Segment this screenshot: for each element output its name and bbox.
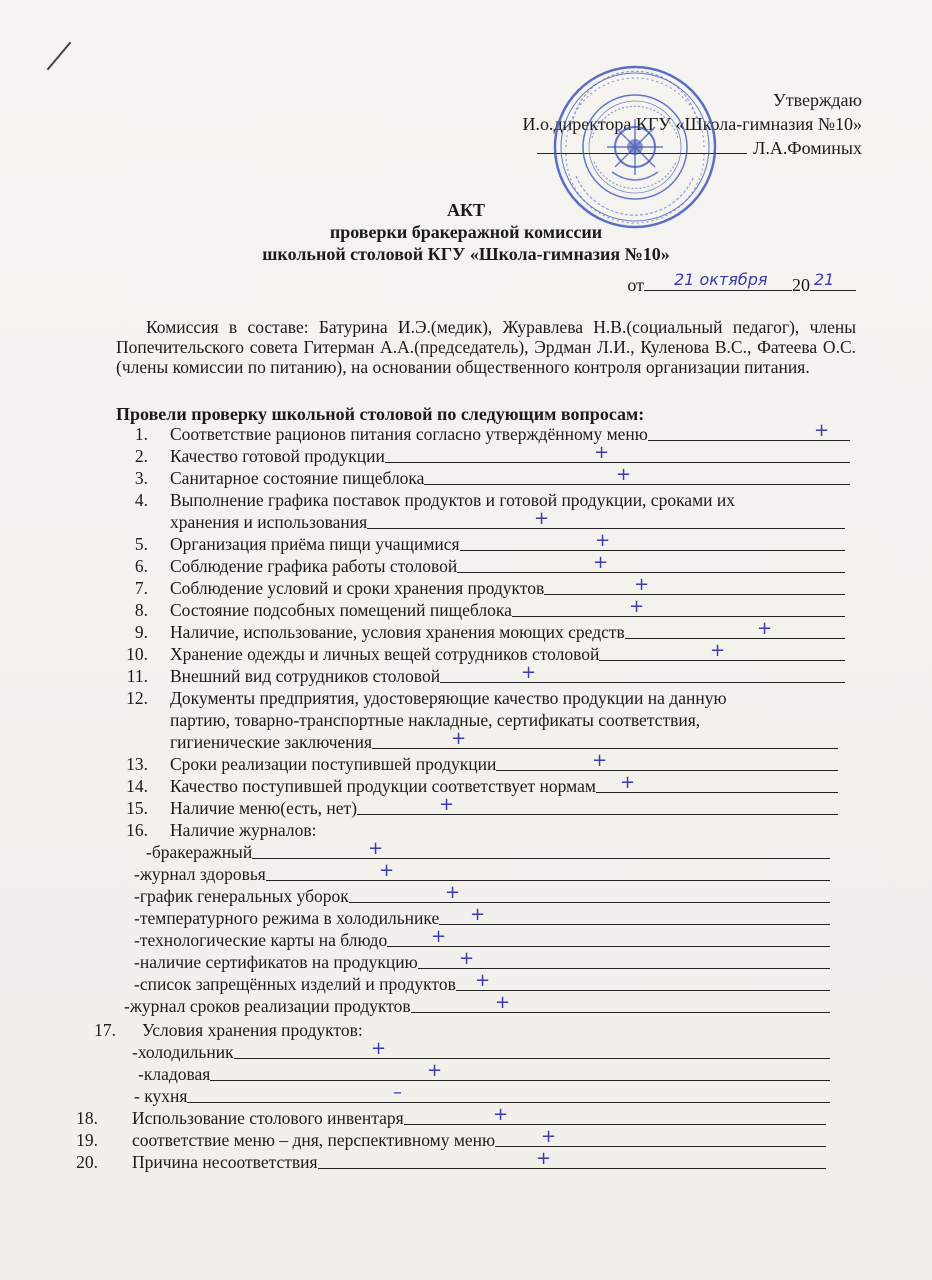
item-number: 15. bbox=[126, 798, 148, 818]
item-text: -журнал сроков реализации продуктов bbox=[124, 996, 411, 1016]
act-subtitle-2: школьной столовой КГУ «Школа-гимназия №10» bbox=[262, 244, 670, 264]
handwritten-mark: + bbox=[814, 420, 830, 441]
answer-blank bbox=[456, 970, 830, 991]
item-number: 16. bbox=[126, 820, 148, 840]
answer-blank bbox=[387, 926, 830, 947]
date-day-handwritten: 21 октября bbox=[674, 270, 768, 289]
item-number: 9. bbox=[134, 622, 148, 642]
answer-blank bbox=[457, 552, 845, 573]
item-text: -холодильник bbox=[132, 1042, 234, 1062]
answer-blank bbox=[210, 1060, 830, 1081]
item-text: Внешний вид сотрудников столовой bbox=[170, 666, 441, 686]
item-text: партию, товарно-транспортные накладные, сертификаты соответствия, bbox=[170, 710, 701, 730]
item-number: 12. bbox=[126, 688, 148, 708]
handwritten-mark: + bbox=[445, 882, 461, 903]
handwritten-mark: + bbox=[431, 926, 447, 947]
item-text: -журнал здоровья bbox=[134, 864, 266, 884]
item-number: 7. bbox=[134, 578, 148, 598]
handwritten-mark: + bbox=[451, 728, 467, 749]
handwritten-mark: + bbox=[536, 1148, 552, 1169]
handwritten-mark: + bbox=[620, 772, 636, 793]
date-day-blank bbox=[644, 272, 792, 291]
item-number: 3. bbox=[134, 468, 148, 488]
answer-blank bbox=[439, 904, 830, 925]
answer-blank bbox=[411, 992, 830, 1013]
date-year-prefix: 20 bbox=[792, 275, 810, 295]
item-text: Качество поступившей продукции соответствует нормам bbox=[170, 776, 596, 796]
item-number: 17. bbox=[94, 1020, 116, 1040]
item-number: 20. bbox=[76, 1152, 98, 1172]
item-number: 19. bbox=[76, 1130, 98, 1150]
item-number: 1. bbox=[134, 424, 148, 444]
item-text: Сроки реализации поступившей продукции bbox=[170, 754, 497, 774]
handwritten-mark: + bbox=[593, 552, 609, 573]
item-text: Состояние подсобных помещений пищеблока bbox=[170, 600, 512, 620]
date-year-handwritten: 21 bbox=[814, 270, 835, 289]
fold-mark bbox=[47, 42, 72, 71]
item-text: -график генеральных уборок bbox=[134, 886, 349, 906]
item-text: Соответствие рационов питания согласно утверждённому меню bbox=[170, 424, 648, 444]
handwritten-mark: + bbox=[757, 618, 773, 639]
item-text: Хранение одежды и личных вещей сотрудников столовой bbox=[170, 644, 600, 664]
item-number: 14. bbox=[126, 776, 148, 796]
item-text: Документы предприятия, удостоверяющие качество продукции на данную bbox=[170, 688, 727, 708]
item-text: Наличие меню(есть, нет) bbox=[170, 798, 358, 818]
item-number: 18. bbox=[76, 1108, 98, 1128]
answer-blank bbox=[404, 1104, 826, 1125]
handwritten-mark: – bbox=[393, 1082, 402, 1103]
answer-blank bbox=[318, 1148, 826, 1169]
item-text: Выполнение графика поставок продуктов и готовой продукции, сроками их bbox=[170, 490, 736, 510]
item-text: -кладовая bbox=[138, 1064, 211, 1084]
handwritten-mark: + bbox=[475, 970, 491, 991]
item-text: Соблюдение графика работы столовой bbox=[170, 556, 458, 576]
approval-line-1: Утверждаю bbox=[772, 90, 862, 110]
item-number: 5. bbox=[134, 534, 148, 554]
intro-paragraph: Комиссия в составе: Батурина И.Э.(медик), Журавлева Н.В.(социальный педагог), члены Попечительского совета Гитерман А.А.(председатель), Эрдман Л.И., Куленова В.С., Фатеева О.С. (члены комиссии по питанию), на основании общественного контроля организации питания. bbox=[116, 317, 856, 377]
item-text: -список запрещённых изделий и продуктов bbox=[134, 974, 456, 994]
handwritten-mark: + bbox=[592, 750, 608, 771]
answer-blank bbox=[596, 772, 838, 793]
handwritten-mark: + bbox=[459, 948, 475, 969]
item-text: Условия хранения продуктов: bbox=[142, 1020, 363, 1040]
handwritten-mark: + bbox=[594, 442, 610, 463]
item-text: -температурного режима в холодильнике bbox=[134, 908, 440, 928]
item-text: Соблюдение условий и сроки хранения продуктов bbox=[170, 578, 545, 598]
handwritten-mark: + bbox=[616, 464, 632, 485]
item-text: хранения и использования bbox=[170, 512, 368, 532]
handwritten-mark: + bbox=[595, 530, 611, 551]
answer-blank bbox=[367, 508, 845, 529]
answer-blank bbox=[424, 464, 850, 485]
item-number: 13. bbox=[126, 754, 148, 774]
answer-blank bbox=[385, 442, 850, 463]
item-text: Наличие журналов: bbox=[170, 820, 317, 840]
act-title: АКТ bbox=[446, 200, 486, 220]
answer-blank bbox=[234, 1038, 830, 1059]
handwritten-mark: + bbox=[493, 1104, 509, 1125]
answer-blank bbox=[460, 530, 845, 551]
item-text: -наличие сертификатов на продукцию bbox=[134, 952, 418, 972]
answer-blank bbox=[372, 728, 838, 749]
date-year-blank bbox=[810, 272, 856, 291]
item-text: -технологические карты на блюдо bbox=[134, 930, 388, 950]
date-prefix: от bbox=[627, 275, 644, 295]
handwritten-mark: + bbox=[470, 904, 486, 925]
item-text: Качество готовой продукции bbox=[170, 446, 385, 466]
answer-blank bbox=[512, 596, 845, 617]
answer-blank bbox=[544, 574, 845, 595]
item-text: Организация приёма пищи учащимися bbox=[170, 534, 460, 554]
answer-blank bbox=[418, 948, 830, 969]
handwritten-mark: + bbox=[379, 860, 395, 881]
handwritten-mark: + bbox=[427, 1060, 443, 1081]
answer-blank bbox=[625, 618, 845, 639]
checklist-heading: Провели проверку школьной столовой по следующим вопросам: bbox=[116, 404, 645, 424]
answer-blank bbox=[252, 838, 830, 859]
handwritten-mark: + bbox=[710, 640, 726, 661]
answer-blank bbox=[187, 1082, 830, 1103]
answer-blank bbox=[349, 882, 830, 903]
answer-blank bbox=[266, 860, 830, 881]
handwritten-mark: + bbox=[541, 1126, 557, 1147]
item-number: 11. bbox=[126, 666, 148, 686]
item-text: -бракеражный bbox=[146, 842, 253, 862]
item-text: Использование столового инвентаря bbox=[132, 1108, 404, 1128]
item-text: Санитарное состояние пищеблока bbox=[170, 468, 425, 488]
handwritten-mark: + bbox=[495, 992, 511, 1013]
item-number: 8. bbox=[134, 600, 148, 620]
item-text: Наличие, использование, условия хранения моющих средств bbox=[170, 622, 625, 642]
handwritten-mark: + bbox=[634, 574, 650, 595]
item-text: - кухня bbox=[134, 1086, 188, 1106]
answer-blank bbox=[496, 750, 838, 771]
approval-line-2: И.о.директора КГУ «Школа-гимназия №10» bbox=[522, 114, 862, 134]
answer-blank bbox=[648, 420, 850, 441]
handwritten-mark: + bbox=[534, 508, 550, 529]
handwritten-mark: + bbox=[368, 838, 384, 859]
date-line bbox=[627, 272, 856, 296]
answer-blank bbox=[495, 1126, 826, 1147]
act-subtitle-1: проверки бракеражной комиссии bbox=[329, 222, 603, 242]
item-text: гигиенические заключения bbox=[170, 732, 373, 752]
answer-blank bbox=[357, 794, 838, 815]
handwritten-mark: + bbox=[371, 1038, 387, 1059]
answer-blank bbox=[440, 662, 845, 683]
item-text: Причина несоответствия bbox=[132, 1152, 318, 1172]
answer-blank bbox=[599, 640, 845, 661]
approver-name: Л.А.Фоминых bbox=[753, 138, 862, 158]
handwritten-mark: + bbox=[629, 596, 645, 617]
item-number: 6. bbox=[134, 556, 148, 576]
item-number: 2. bbox=[134, 446, 148, 466]
item-number: 10. bbox=[126, 644, 148, 664]
item-number: 4. bbox=[134, 490, 148, 510]
handwritten-mark: + bbox=[439, 794, 455, 815]
item-text: соответствие меню – дня, перспективному меню bbox=[132, 1130, 496, 1150]
handwritten-mark: + bbox=[521, 662, 537, 683]
